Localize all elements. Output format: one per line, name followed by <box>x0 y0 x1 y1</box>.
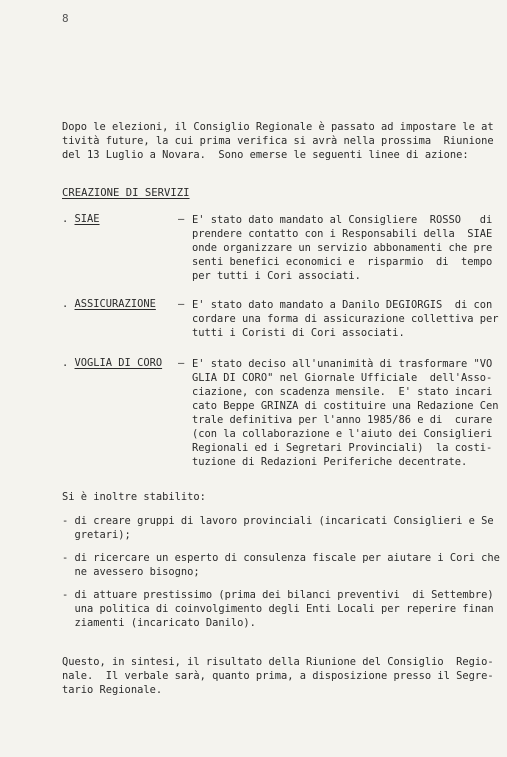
item-label-text: SIAE <box>74 213 100 225</box>
item-line: cordare una forma di assicurazione collettiva per <box>192 313 499 325</box>
intro-line: del 13 Luglio a Novara. Sono emerse le seguenti linee di azione: <box>62 149 469 161</box>
item-line: onde organizzare un servizio abbonamenti che pre <box>192 242 493 254</box>
closing-paragraph <box>62 655 494 697</box>
bullet-line: ne avessero bisogno; <box>62 566 200 578</box>
bullet-1 <box>62 514 494 542</box>
also-intro <box>62 490 206 504</box>
item-line: tuzione di Redazioni Periferiche decentrate. <box>192 456 468 468</box>
item-line: GLIA DI CORO" nel Giornale Ufficiale dell'Asso- <box>192 372 493 384</box>
item-text-assicurazione <box>192 298 499 340</box>
item-line: senti benefici economici e risparmio di tempo <box>192 256 493 268</box>
bullet-line: - di ricercare un esperto di consulenza fiscale per aiutare i Cori che <box>62 552 500 564</box>
item-line: prendere contatto con i Responsabili della SIAE <box>192 228 493 240</box>
closing-line: tario Regionale. <box>62 684 163 696</box>
item-line: E' stato dato mandato al Consigliere ROSSO di <box>192 214 493 226</box>
item-dash: – <box>178 298 185 310</box>
intro-line: Dopo le elezioni, il Consiglio Regionale è passato ad impostare le at <box>62 121 494 133</box>
item-dash: – <box>178 357 185 369</box>
page-number: 8 <box>62 12 69 25</box>
item-line: E' stato dato mandato a Danilo DEGIORGIS di con <box>192 299 493 311</box>
bullet-3 <box>62 588 494 630</box>
bullet-line: gretari); <box>62 529 131 541</box>
item-label-assicurazione: . ASSICURAZIONE <box>62 298 156 310</box>
item-text-siae <box>192 213 492 283</box>
intro-paragraph <box>62 120 494 162</box>
also-intro-line: Si è inoltre stabilito: <box>62 491 206 503</box>
item-dash: – <box>178 213 185 225</box>
bullet-line: - di attuare prestissimo (prima dei bilanci preventivi di Settembre) <box>62 589 494 601</box>
bullet-line: una politica di coinvolgimento degli Enti Locali per reperire finan <box>62 603 494 615</box>
bullet-2 <box>62 551 500 579</box>
item-label-text: ASSICURAZIONE <box>74 298 156 310</box>
item-line: (con la collaborazione e l'aiuto dei Consiglieri <box>192 428 493 440</box>
closing-line: nale. Il verbale sarà, quanto prima, a disposizione presso il Segre- <box>62 670 494 682</box>
item-line: Regionali ed i Segretari Provinciali) la costi- <box>192 442 493 454</box>
item-label-siae: . SIAE <box>62 213 100 225</box>
item-line: per tutti i Cori associati. <box>192 270 361 282</box>
item-text-voglia-di-coro <box>192 357 499 469</box>
item-line: cato Beppe GRINZA di costituire una Redazione Cen <box>192 400 499 412</box>
intro-line: tività future, la cui prima verifica si avrà nella prossima Riunione <box>62 135 494 147</box>
item-line: tutti i Coristi di Cori associati. <box>192 327 405 339</box>
bullet-line: - di creare gruppi di lavoro provinciali (incaricati Consiglieri e Se <box>62 515 494 527</box>
bullet-line: ziamenti (incaricato Danilo). <box>62 617 256 629</box>
section-heading: CREAZIONE DI SERVIZI <box>62 187 190 199</box>
item-label-voglia-di-coro: . VOGLIA DI CORO <box>62 357 163 369</box>
item-label-text: VOGLIA DI CORO <box>74 357 163 369</box>
item-line: ciazione, con scadenza mensile. E' stato incari <box>192 386 493 398</box>
item-line: E' stato deciso all'unanimità di trasformare "VO <box>192 358 493 370</box>
item-line: trale definitiva per l'anno 1985/86 e di curare <box>192 414 493 426</box>
closing-line: Questo, in sintesi, il risultato della Riunione del Consiglio Regio- <box>62 656 494 668</box>
